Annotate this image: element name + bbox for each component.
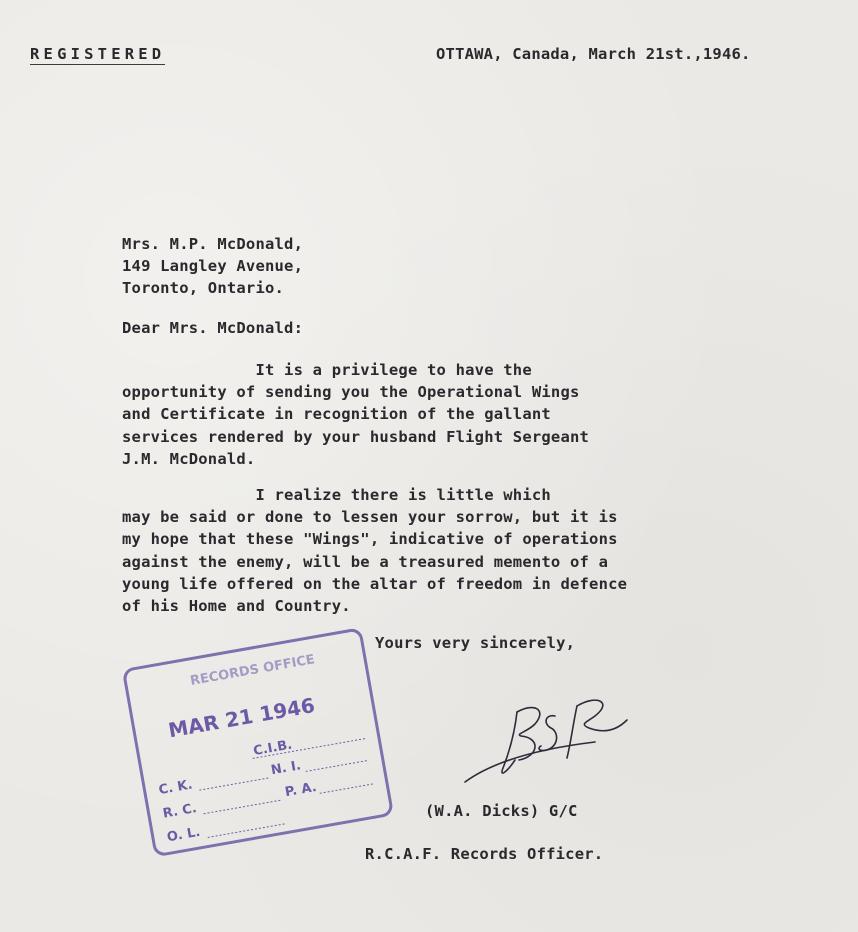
paragraph-1	[122, 359, 589, 470]
closing: Yours very sincerely,	[375, 634, 576, 652]
salutation: Dear Mrs. McDonald:	[122, 319, 304, 337]
paragraph-line: my hope that these "Wings", indicative of operations	[122, 530, 618, 549]
stamp-row: R. C.	[161, 801, 198, 822]
stamp-date: MAR 21 1946	[166, 693, 317, 743]
recipient-address	[122, 233, 303, 300]
paragraph-line: services rendered by your husband Flight Sergeant	[122, 427, 590, 446]
address-line: Mrs. M.P. McDonald,	[122, 235, 304, 253]
stamp-row: N. I.	[269, 758, 303, 779]
paragraph-line: J.M. McDonald.	[122, 449, 256, 468]
registered-heading: REGISTERED	[30, 45, 166, 63]
paragraph-line: may be said or done to lessen your sorrow, but it is	[122, 508, 618, 527]
paragraph-line: and Certificate in recognition of the gallant	[122, 405, 551, 424]
stamp-office: RECORDS OFFICE	[189, 652, 317, 689]
paragraph-line: young life offered on the altar of freedom in defence	[122, 574, 628, 593]
paragraph-line: I realize there is little which	[122, 486, 551, 504]
paragraph-line: opportunity of sending you the Operational Wings	[122, 383, 580, 402]
paragraph-line: It is a privilege to have the	[122, 361, 532, 379]
signature	[455, 690, 635, 790]
stamp-row: C. K.	[157, 777, 194, 799]
paragraph-line: of his Home and Country.	[122, 597, 351, 616]
stamp-row: O. L.	[165, 824, 202, 846]
received-stamp	[116, 619, 403, 865]
stamp-row: P. A.	[283, 779, 318, 801]
dateline: OTTAWA, Canada, March 21st.,1946.	[436, 45, 751, 63]
signer-name: (W.A. Dicks) G/C	[425, 802, 578, 820]
address-line: 149 Langley Avenue,	[122, 257, 304, 276]
paragraph-2	[122, 484, 627, 617]
paragraph-line: against the enemy, will be a treasured memento of a	[122, 552, 609, 571]
stamp-row: C.I.B.	[252, 737, 294, 760]
signer-title: R.C.A.F. Records Officer.	[365, 845, 604, 863]
address-line: Toronto, Ontario.	[122, 279, 285, 298]
